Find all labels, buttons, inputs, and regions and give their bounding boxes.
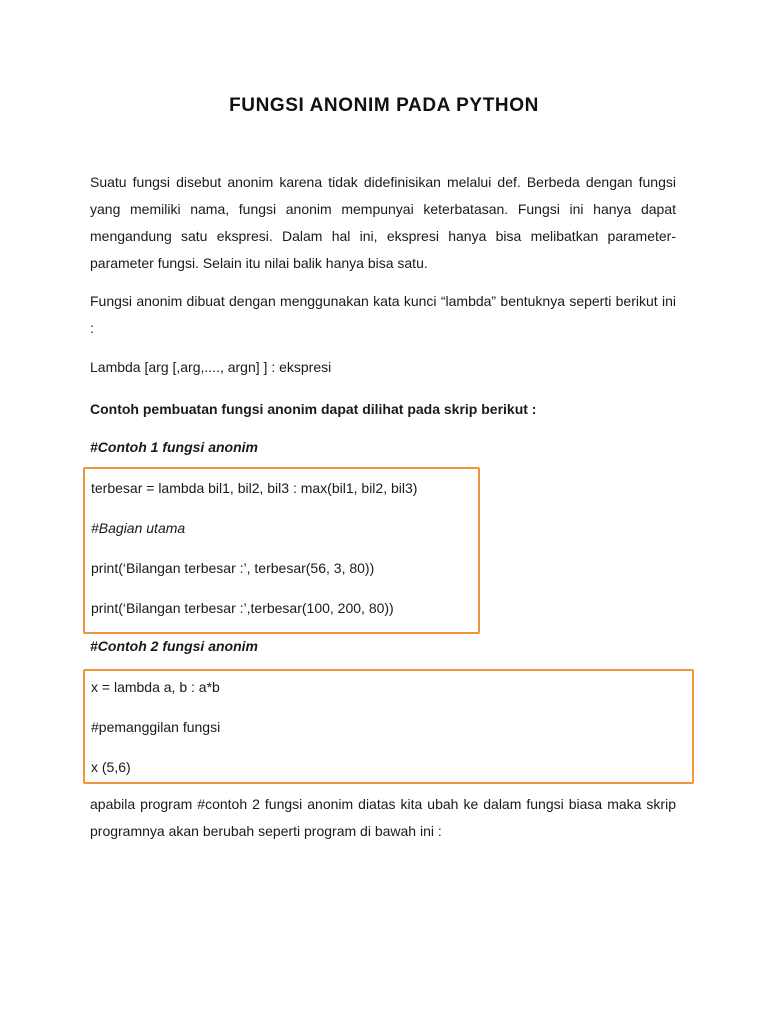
code-comment-line: #Bagian utama: [91, 520, 186, 536]
example-1-heading: #Contoh 1 fungsi anonim: [90, 439, 258, 455]
example-intro-text: Contoh pembuatan fungsi anonim dapat dilihat pada skrip berikut :: [90, 401, 537, 417]
code-comment-line: #pemanggilan fungsi: [91, 719, 221, 735]
lambda-description-paragraph: Fungsi anonim dibuat dengan menggunakan kata kunci “lambda” bentuknya seperti berikut ini :: [90, 293, 676, 336]
code-line: x (5,6): [91, 759, 131, 775]
lambda-syntax-line: Lambda [arg [,arg,...., argn] ] : ekspresi: [90, 359, 332, 375]
code-line: terbesar = lambda bil1, bil2, bil3 : max(bil1, bil2, bil3): [91, 480, 418, 496]
code-line: print(‘Bilangan terbesar :’, terbesar(56, 3, 80)): [91, 560, 375, 576]
code-line: print(‘Bilangan terbesar :’,terbesar(100, 200, 80)): [91, 600, 394, 616]
example-2-code-box: [83, 669, 694, 784]
code-line: x = lambda a, b : a*b: [91, 679, 220, 695]
example-2-heading: #Contoh 2 fungsi anonim: [90, 638, 258, 654]
example-1-code-box: [83, 467, 480, 634]
document-title: FUNGSI ANONIM PADA PYTHON: [229, 95, 539, 116]
closing-paragraph: apabila program #contoh 2 fungsi anonim diatas kita ubah ke dalam fungsi biasa maka skrip programnya akan berubah seperti program di bawah ini :: [90, 796, 676, 839]
intro-paragraph: Suatu fungsi disebut anonim karena tidak didefinisikan melalui def. Berbeda dengan fungsi yang memiliki nama, fungsi anonim mempunyai keterbatasan. Fungsi ini hanya dapat mengandung satu ekspresi. Dalam hal ini, ekspresi hanya bisa melibatkan parameter-parameter fungsi. Selain itu nilai balik hanya bisa satu.: [90, 174, 676, 271]
